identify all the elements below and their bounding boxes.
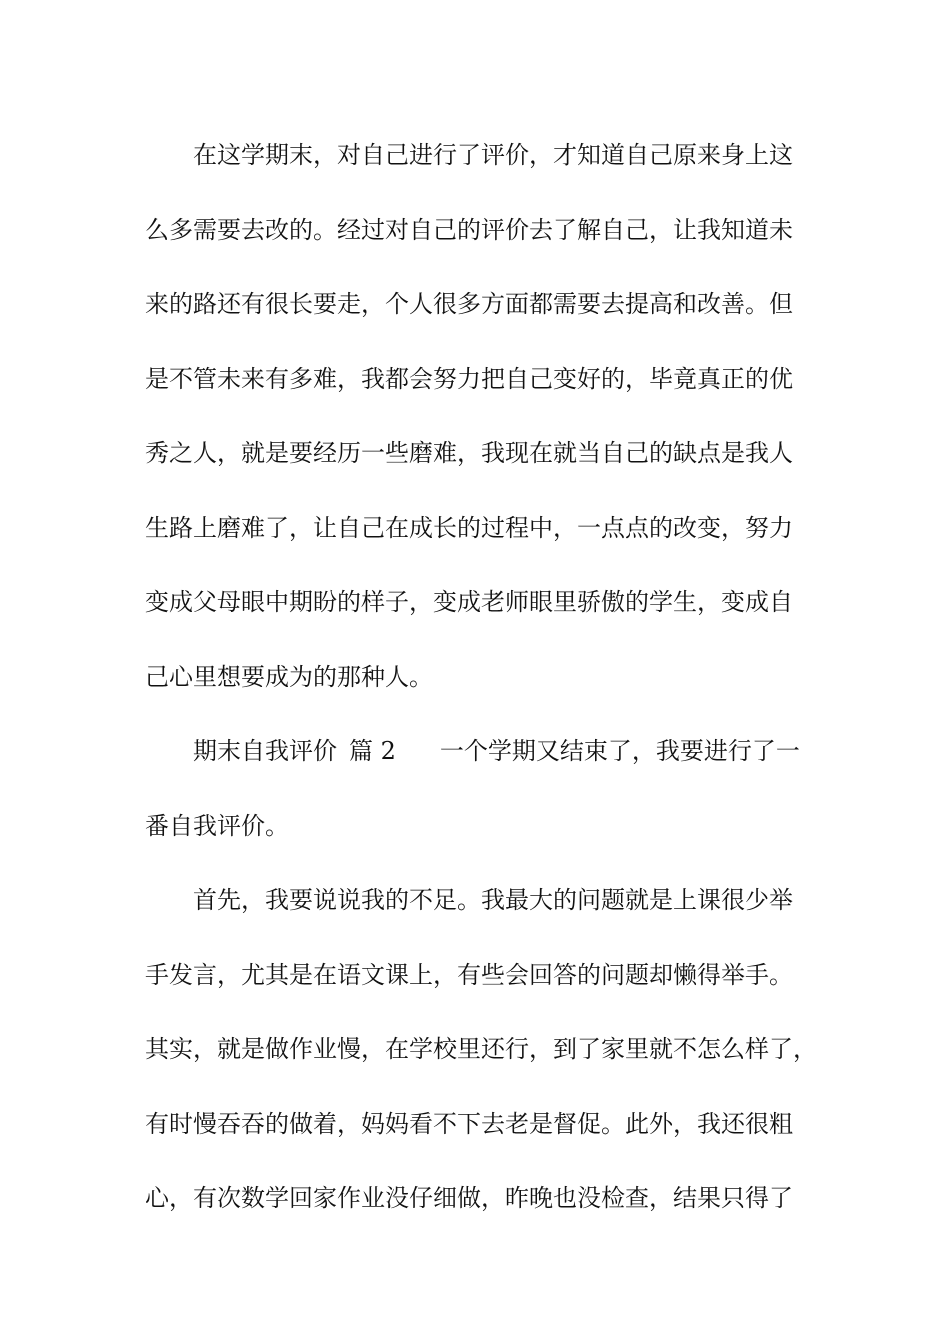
paragraph-line: 秀之人，就是要经历一些磨难，我现在就当自己的缺点是我人 — [145, 439, 793, 467]
paragraph-line: 己心里想要成为的那种人。 — [145, 662, 433, 691]
paragraph-line: 是不管未来有多难，我都会努力把自己变好的，毕竟真正的优 — [145, 364, 793, 393]
paragraph-line: 首先，我要说说我的不足。我最大的问题就是上课很少举 — [193, 886, 793, 914]
paragraph-line: 心，有次数学回家作业没仔细做，昨晚也没检查，结果只得了 — [145, 1184, 793, 1212]
paragraph-line: 来的路还有很长要走，个人很多方面都需要去提高和改善。但 — [145, 290, 793, 318]
section-title: 期末自我评价 — [193, 737, 337, 765]
paragraph-line: 手发言，尤其是在语文课上，有些会回答的问题却懒得举手。 — [145, 960, 793, 989]
document-body — [145, 118, 815, 1236]
paragraph-line: 在这学期末，对自己进行了评价，才知道自己原来身上这 — [193, 141, 793, 169]
paragraph-line: 变成父母眼中期盼的样子，变成老师眼里骄傲的学生，变成自 — [145, 588, 793, 616]
paragraph-line: 其实，就是做作业慢，在学校里还行，到了家里就不怎么样了， — [145, 1035, 817, 1063]
paragraph-line: 么多需要去改的。经过对自己的评价去了解自己，让我知道未 — [145, 215, 793, 244]
section-heading-line — [145, 714, 815, 789]
paragraph-line: 番自我评价。 — [145, 811, 289, 840]
paragraph-line: 一个学期又结束了，我要进行了一 — [439, 737, 800, 765]
paragraph-line: 有时慢吞吞的做着，妈妈看不下去老是督促。此外，我还很粗 — [145, 1109, 793, 1138]
paragraph-line: 生路上磨难了，让自己在成长的过程中，一点点的改变，努力 — [145, 513, 793, 542]
section-number: 篇 2 — [349, 737, 396, 765]
